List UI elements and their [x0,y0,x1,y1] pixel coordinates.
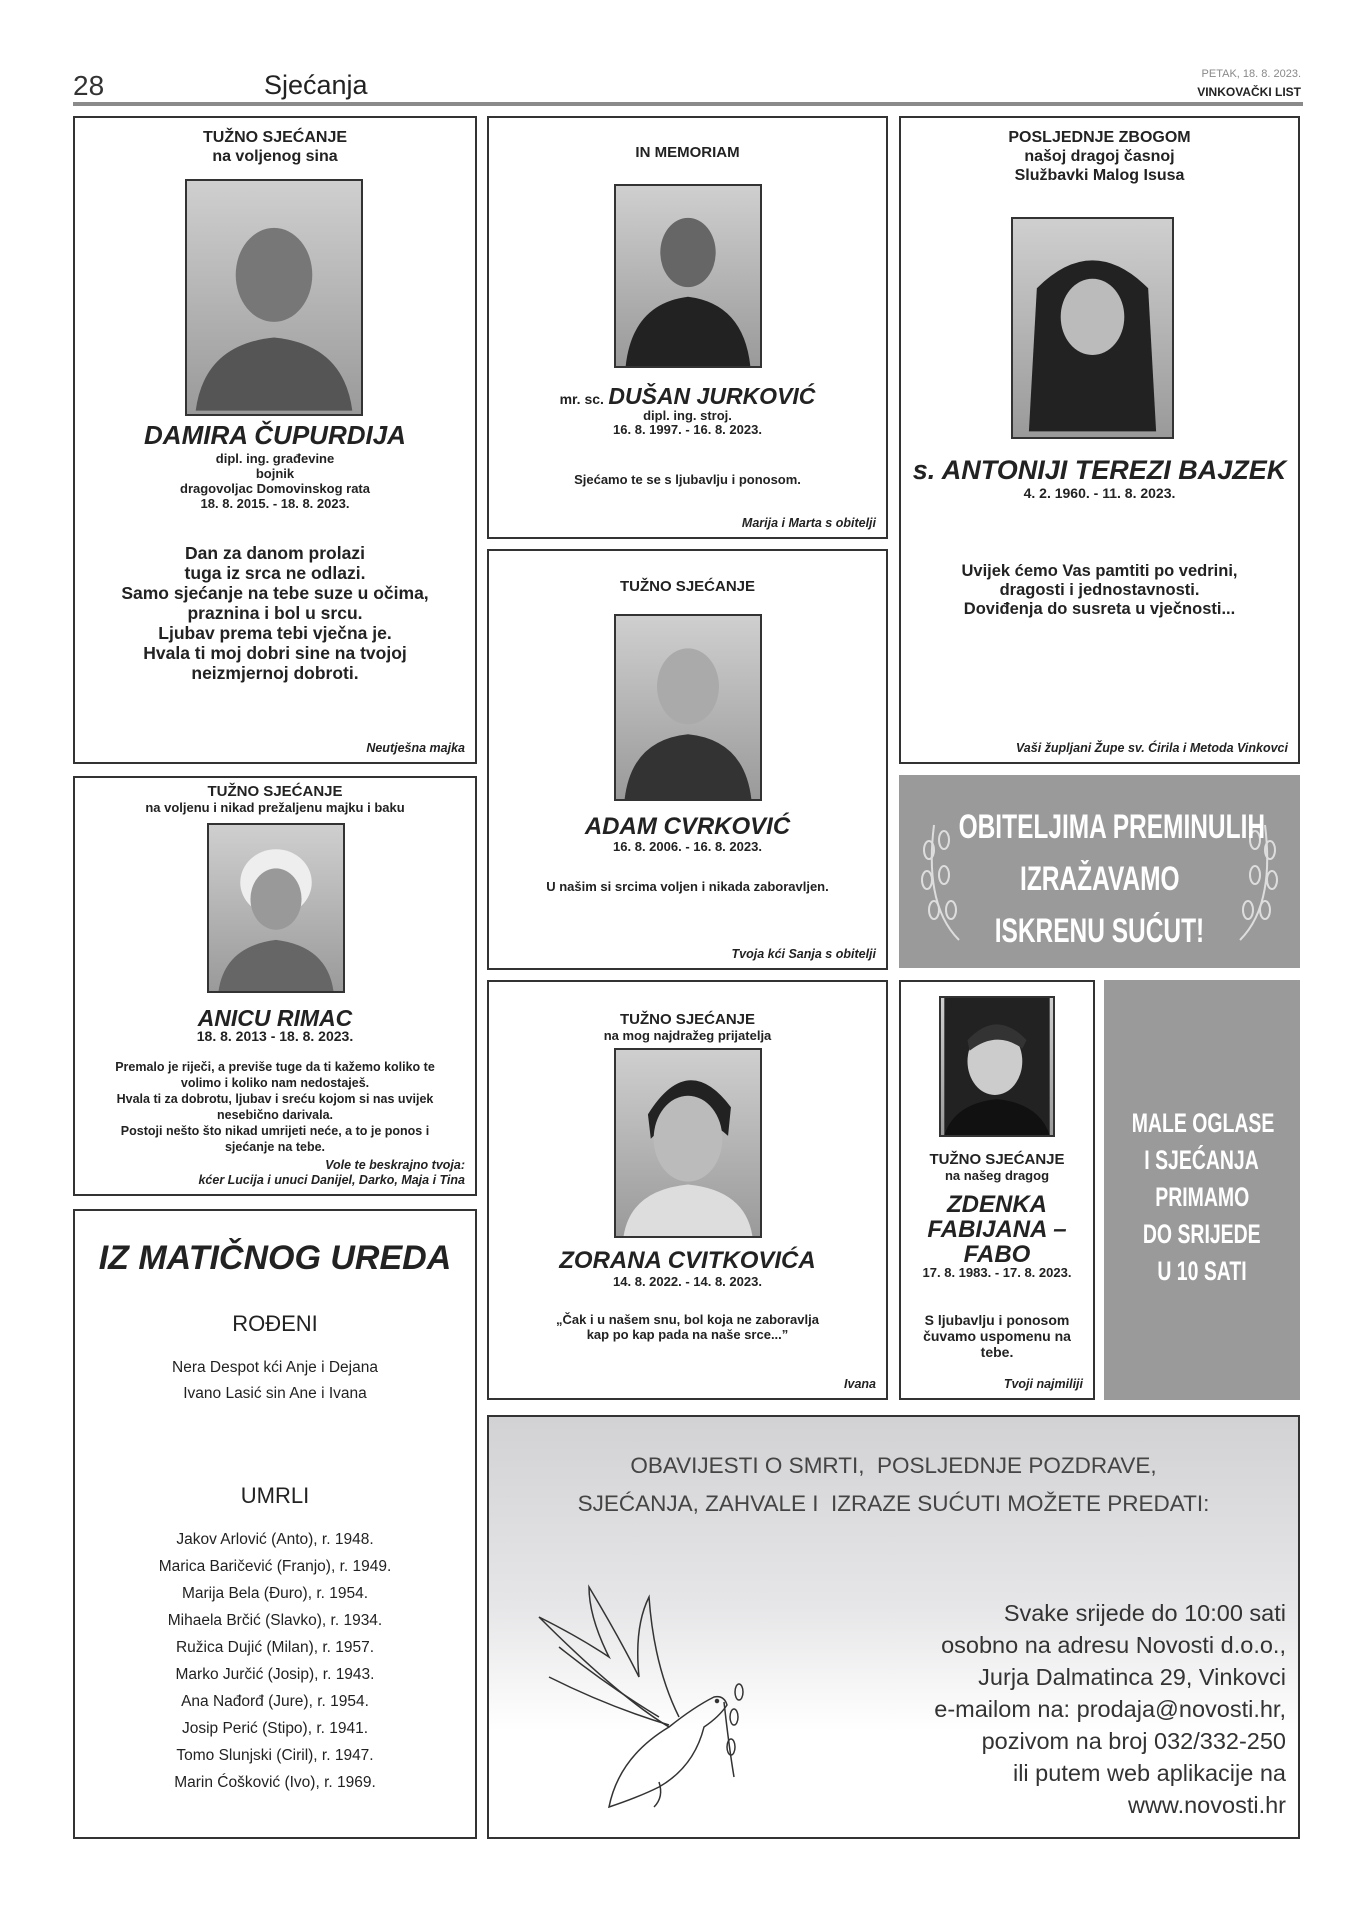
condolence-text [899,801,1300,957]
ad-subtitle: na mog najdražeg prijatelja [603,1028,772,1043]
paper-name: VINKOVAČKI LIST [1197,85,1301,99]
small-ads-line: PRIMAMO [1155,1182,1249,1212]
deceased-name: s. ANTONIJI TEREZI BAJZEK [912,455,1287,485]
info-line: Jurja Dalmatinca 29, Vinkovci [978,1664,1286,1690]
verse-line: Samo sjećanje na tebe suze u očima, [121,583,429,603]
heading-line: SJEĆANJA, ZAHVALE I IZRAZE SUĆUTI MOŽETE PREDATI: [577,1491,1210,1516]
email-link[interactable]: e-mailom na: prodaja@novosti.hr, [934,1696,1286,1722]
ad-subtitle: Službavki Malog Isusa [1014,167,1185,184]
portrait-photo [185,179,363,416]
dates: 14. 8. 2022. - 14. 8. 2023. [613,1274,762,1289]
portrait-photo [614,614,762,801]
verse-line: „Čak i u našem snu, bol koja ne zaboravlja [556,1312,819,1327]
dates: 16. 8. 1997. - 16. 8. 2023. [613,422,762,437]
died-entry: Tomo Slunjski (Ciril), r. 1947. [176,1747,374,1764]
dates: 16. 8. 2006. - 16. 8. 2023. [613,839,762,854]
ad-subtitle: na voljenu i nikad prežaljenu majku i baku [145,800,405,815]
verse-line: Doviđenja do susreta u vječnosti... [963,600,1236,618]
verse [489,1312,886,1342]
portrait-photo [939,996,1055,1137]
verse-line: Dan za danom prolazi [185,543,365,563]
verse-line: kap po kap pada na naše srce...” [586,1327,789,1342]
dove-icon [519,1577,759,1817]
born-title: ROĐENI [232,1311,318,1336]
verse-line: S ljubavlju i ponosom [924,1312,1070,1328]
verse [901,562,1298,619]
dates: 18. 8. 2015. - 18. 8. 2023. [200,496,350,511]
signature-line: kćer Lucija i unuci Danijel, Darko, Maja i Tina [198,1173,465,1187]
signature: Marija i Marta s obitelji [741,516,876,530]
deceased-name: DAMIRA ČUPURDIJA [144,420,406,450]
detail-line: dragovoljac Domovinskog rata [180,481,370,496]
ad-title: TUŽNO SJEĆANJE [929,1151,1065,1168]
verse-line: neizmjernoj dobroti. [191,663,359,683]
verse-line: Postoji nešto što nikad umrijeti neće, a to je ponos i [120,1124,430,1138]
verse-line: praznina i bol u srcu. [187,603,363,623]
verse-line: tuga iz srca ne odlazi. [184,563,366,583]
page-number: 28 [73,70,105,101]
registry-title: IZ MATIČNOG UREDA [98,1239,452,1277]
died-entry: Marko Jurčić (Josip), r. 1943. [175,1666,375,1683]
ad-subtitle: na voljenog sina [212,148,338,165]
header-rule [73,102,1303,106]
portrait-photo [614,184,762,368]
died-entry: Ana Nađorđ (Jure), r. 1954. [181,1693,369,1710]
deceased-name: ANICU RIMAC [197,1005,353,1031]
registry-office [73,1209,477,1839]
verse [75,543,475,683]
signature-line: Vole te beskrajno tvoja: [325,1158,465,1172]
small-ads-line: MALE OGLASE [1131,1108,1275,1138]
deceased-name [901,1192,1093,1267]
deceased-name: ADAM CVRKOVIĆ [584,813,791,840]
verse-line: volimo i koliko nam nedostaješ. [180,1076,370,1090]
born-entry: Nera Despot kći Anje i Dejana [172,1359,378,1376]
verse [901,1312,1093,1360]
name-line: ZDENKA [947,1191,1047,1218]
name-line [489,382,886,410]
verse-line: sjećanje na tebe. [224,1140,326,1154]
deceased-name: DUŠAN JURKOVIĆ [608,383,816,409]
notice-heading [489,1447,1298,1523]
ad-title: TUŽNO SJEĆANJE [202,129,348,146]
died-entry: Marija Bela (Đuro), r. 1954. [181,1585,369,1602]
small-ads-text [1104,1105,1300,1290]
detail-line: bojnik [255,466,295,481]
verse-line: dragosti i jednostavnosti. [999,581,1200,599]
detail-line: dipl. ing. stroj. [643,408,732,423]
died-entry: Marica Baričević (Franjo), r. 1949. [158,1558,392,1575]
portrait-photo [207,823,345,993]
died-entry: Marin Ćošković (Ivo), r. 1969. [174,1774,376,1791]
title-prefix: mr. sc. [559,391,604,407]
heading-line: OBAVIJESTI O SMRTI, POSLJEDNJE POZDRAVE, [630,1453,1157,1478]
notice-info [934,1597,1286,1821]
ad-title: POSLJEDNJE ZBOGOM [1008,129,1191,146]
signature: Neutješna majka [366,741,465,755]
condolence-line: OBITELJIMA PREMINULIH [958,808,1266,846]
name-line: FABIJANA – [927,1216,1067,1243]
info-line: ili putem web aplikacije na [1012,1760,1286,1786]
signature: Vaši župljani Župe sv. Ćirila i Metoda Vinkovci [1015,741,1288,755]
born-list [75,1355,475,1407]
died-entry: Ružica Dujić (Milan), r. 1957. [175,1639,375,1656]
signature: Tvoji najmiliji [1003,1377,1083,1391]
verse-line: Hvala ti moj dobri sine na tvojoj [143,643,407,663]
ad-title: TUŽNO SJEĆANJE [619,1011,756,1028]
small-ads-line: U 10 SATI [1157,1256,1247,1286]
condolence-line: IZRAŽAVAMO [1019,860,1180,898]
dates: 17. 8. 1983. - 17. 8. 2023. [922,1265,1072,1280]
dates: 4. 2. 1960. - 11. 8. 2023. [1023,485,1176,501]
died-entry: Jakov Arlović (Anto), r. 1948. [176,1531,374,1548]
verse [75,1059,475,1155]
signature [198,1158,465,1188]
portrait-photo [614,1048,762,1238]
info-line: osobno na adresu Novosti d.o.o., [941,1632,1286,1658]
issue-date: PETAK, 18. 8. 2023. [1201,68,1301,80]
verse-line: tebe. [980,1344,1014,1360]
small-ads-line: DO SRIJEDE [1143,1219,1261,1249]
obituary-antonija [899,116,1300,764]
info-line: Svake srijede do 10:00 sati [1003,1600,1286,1626]
signature: Ivana [844,1377,876,1391]
condolence-line: ISKRENU SUĆUT! [994,912,1205,950]
ad-title: TUŽNO SJEĆANJE [619,578,756,595]
submission-notice [487,1415,1300,1839]
deceased-name: ZORANA CVITKOVIĆA [559,1247,816,1274]
obituary-damir [73,116,477,764]
website-link[interactable]: www.novosti.hr [1127,1792,1286,1818]
verse: Sjećamo te se s ljubavlju i ponosom. [574,472,801,487]
verse-line: čuvamo uspomenu na [923,1328,1071,1344]
ad-subtitle: našoj dragoj časnoj [1024,148,1175,165]
portrait-photo [1011,217,1174,439]
small-ads-line: I SJEĆANJA [1144,1145,1260,1175]
small-ads-banner [1104,980,1300,1400]
signature: Tvoja kći Sanja s obitelji [731,947,876,961]
ad-title: TUŽNO SJEĆANJE [207,783,343,800]
section-title: Sjećanja [264,70,368,100]
died-list [75,1526,475,1796]
ad-title: IN MEMORIAM [635,144,740,161]
dates: 18. 8. 2013 - 18. 8. 2023. [196,1028,354,1044]
died-entry: Josip Perić (Stipo), r. 1941. [181,1720,369,1737]
obituary-dusan [487,116,888,539]
phone-number[interactable]: pozivom na broj 032/332-250 [981,1728,1286,1754]
verse: U našim si srcima voljen i nikada zaboravljen. [546,879,829,894]
obituary-anica [73,776,477,1196]
ad-subtitle: na našeg dragog [944,1168,1050,1183]
born-entry: Ivano Lasić sin Ane i Ivana [183,1385,367,1402]
verse-line: Premalo je riječi, a previše tuge da ti kažemo koliko te [115,1060,435,1074]
obituary-zoran [487,980,888,1400]
died-entry: Mihaela Brčić (Slavko), r. 1934. [167,1612,383,1629]
verse-line: Uvijek ćemo Vas pamtiti po vedrini, [961,562,1238,580]
detail-line: dipl. ing. građevine [215,451,335,466]
condolence-banner [899,775,1300,968]
died-title: UMRLI [240,1483,310,1508]
name-line: FABO [963,1241,1031,1268]
verse-line: Ljubav prema tebi vječna je. [158,623,392,643]
verse-line: nesebično darivala. [216,1108,334,1122]
obituary-adam [487,549,888,970]
obituary-zdenko [899,980,1095,1400]
verse-line: Hvala ti za dobrotu, ljubav i sreću kojom si nas uvijek [116,1092,434,1106]
